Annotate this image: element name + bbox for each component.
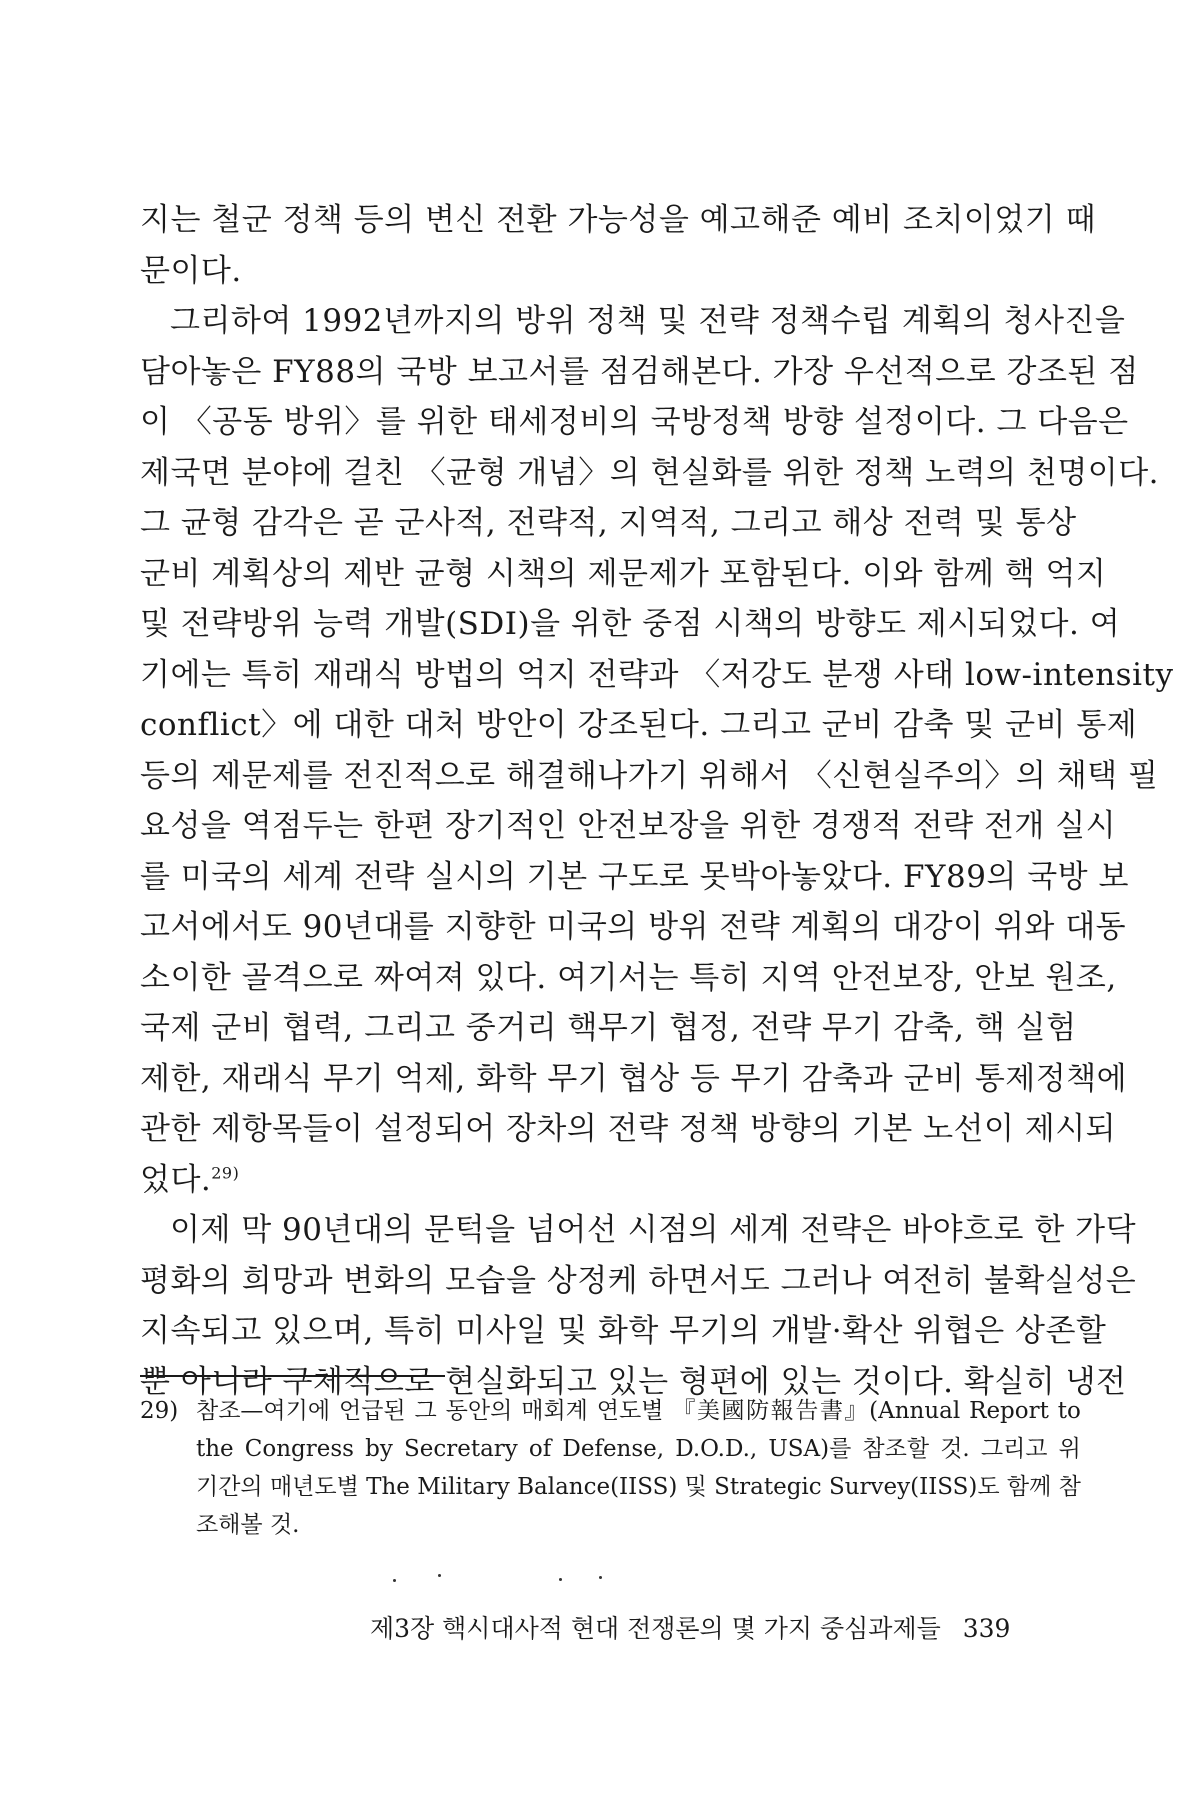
chapter-title: 제3장 핵시대사적 현대 전쟁론의 몇 가지 중심과제들 [370, 1614, 941, 1643]
footnote-number: 29) [140, 1398, 179, 1424]
footnote-reference: 29) [211, 1163, 240, 1183]
body-line: 이제 막 90년대의 문턱을 넘어선 시점의 세계 전략은 바야흐로 한 가닥 [170, 1212, 1137, 1248]
footnote-section [140, 1392, 1081, 1544]
footnote-divider [140, 1375, 445, 1377]
body-line-text: 었다. [140, 1161, 212, 1198]
body-line: 요성을 역점두는 한편 장기적인 안전보장을 위한 경쟁적 전략 전개 실시 [140, 808, 1117, 844]
body-line: 를 미국의 세계 전략 실시의 기본 구도로 못박아놓았다. FY89의 국방 보 [140, 858, 1129, 895]
scan-speck [559, 1578, 562, 1581]
footnote-text [196, 1392, 1081, 1544]
body-line: 제한, 재래식 무기 억제, 화학 무기 협상 등 무기 감축과 군비 통제정책에 [140, 1060, 1128, 1097]
body-line: 및 전략방위 능력 개발(SDI)을 위한 중점 시책의 방향도 제시되었다. 여 [140, 606, 1121, 642]
body-line: 평화의 희망과 변화의 모습을 상정케 하면서도 그러나 여전히 불확실성은 [140, 1262, 1137, 1299]
body-line [140, 1155, 1060, 1206]
body-line: 뿐 아니라 구체적으로 현실화되고 있는 형편에 있는 것이다. 확실히 냉전 [140, 1363, 1127, 1400]
footnote-line: 참조—여기에 언급된 그 동안의 매회계 연도별 『美國防報告書』(Annual Report to [196, 1398, 1081, 1424]
body-line: 그리하여 1992년까지의 방위 정책 및 전략 정책수립 계획의 청사진을 [170, 303, 1126, 339]
body-line: 관한 제항목들이 설정되어 장차의 전략 정책 방향의 기본 노선이 제시되 [140, 1111, 1117, 1147]
scan-speck [438, 1574, 441, 1577]
body-line: 그 균형 감각은 곧 군사적, 전략적, 지역적, 그리고 해상 전력 및 통상 [140, 505, 1077, 541]
footnote-line: 기간의 매년도별 The Military Balance(IISS) 및 Strategic Survey(IISS)도 함께 참 [196, 1474, 1081, 1500]
running-footer [370, 1612, 1060, 1646]
footnote-line: the Congress by Secretary of Defense, D.O.D., USA)를 참조할 것. 그리고 위 [196, 1436, 1081, 1462]
body-text [140, 195, 1174, 1407]
scan-speck [599, 1576, 602, 1579]
body-line: 소이한 골격으로 짜여져 있다. 여기서는 특히 지역 안전보장, 안보 원조, [140, 959, 1117, 996]
scan-speck [393, 1579, 396, 1582]
page-number: 339 [962, 1614, 1011, 1643]
body-line: 제국면 분야에 걸친 〈균형 개념〉의 현실화를 위한 정책 노력의 천명이다. [140, 454, 1160, 491]
body-line: 군비 계획상의 제반 균형 시책의 제문제가 포함된다. 이와 함께 핵 억지 [140, 555, 1107, 592]
body-line: 지속되고 있으며, 특히 미사일 및 화학 무기의 개발·확산 위협은 상존할 [140, 1313, 1107, 1349]
body-line: 등의 제문제를 전진적으로 해결해나가기 위해서 〈신현실주의〉의 채택 필 [140, 757, 1159, 794]
body-line: 지는 철군 정책 등의 변신 전환 가능성을 예고해준 예비 조치이었기 때 [140, 202, 1097, 238]
footnote-29 [140, 1392, 1081, 1544]
body-line: conflict〉에 대한 대처 방안이 강조된다. 그리고 군비 감축 및 군비 통제 [140, 707, 1138, 743]
body-line: 담아놓은 FY88의 국방 보고서를 점검해본다. 가장 우선적으로 강조된 점 [140, 353, 1139, 390]
body-line: 문이다. [140, 252, 242, 289]
body-line: 고서에서도 90년대를 지향한 미국의 방위 전략 계획의 대강이 위와 대동 [140, 909, 1127, 945]
body-line: 기에는 특히 재래식 방법의 억지 전략과 〈저강도 분쟁 사태 low-intensity [140, 656, 1174, 693]
body-line: 이 〈공동 방위〉를 위한 태세정비의 국방정책 방향 설정이다. 그 다음은 [140, 404, 1129, 440]
footnote-line: 조해볼 것. [196, 1512, 300, 1538]
body-line: 국제 군비 협력, 그리고 중거리 핵무기 협정, 전략 무기 감축, 핵 실험 [140, 1010, 1077, 1046]
